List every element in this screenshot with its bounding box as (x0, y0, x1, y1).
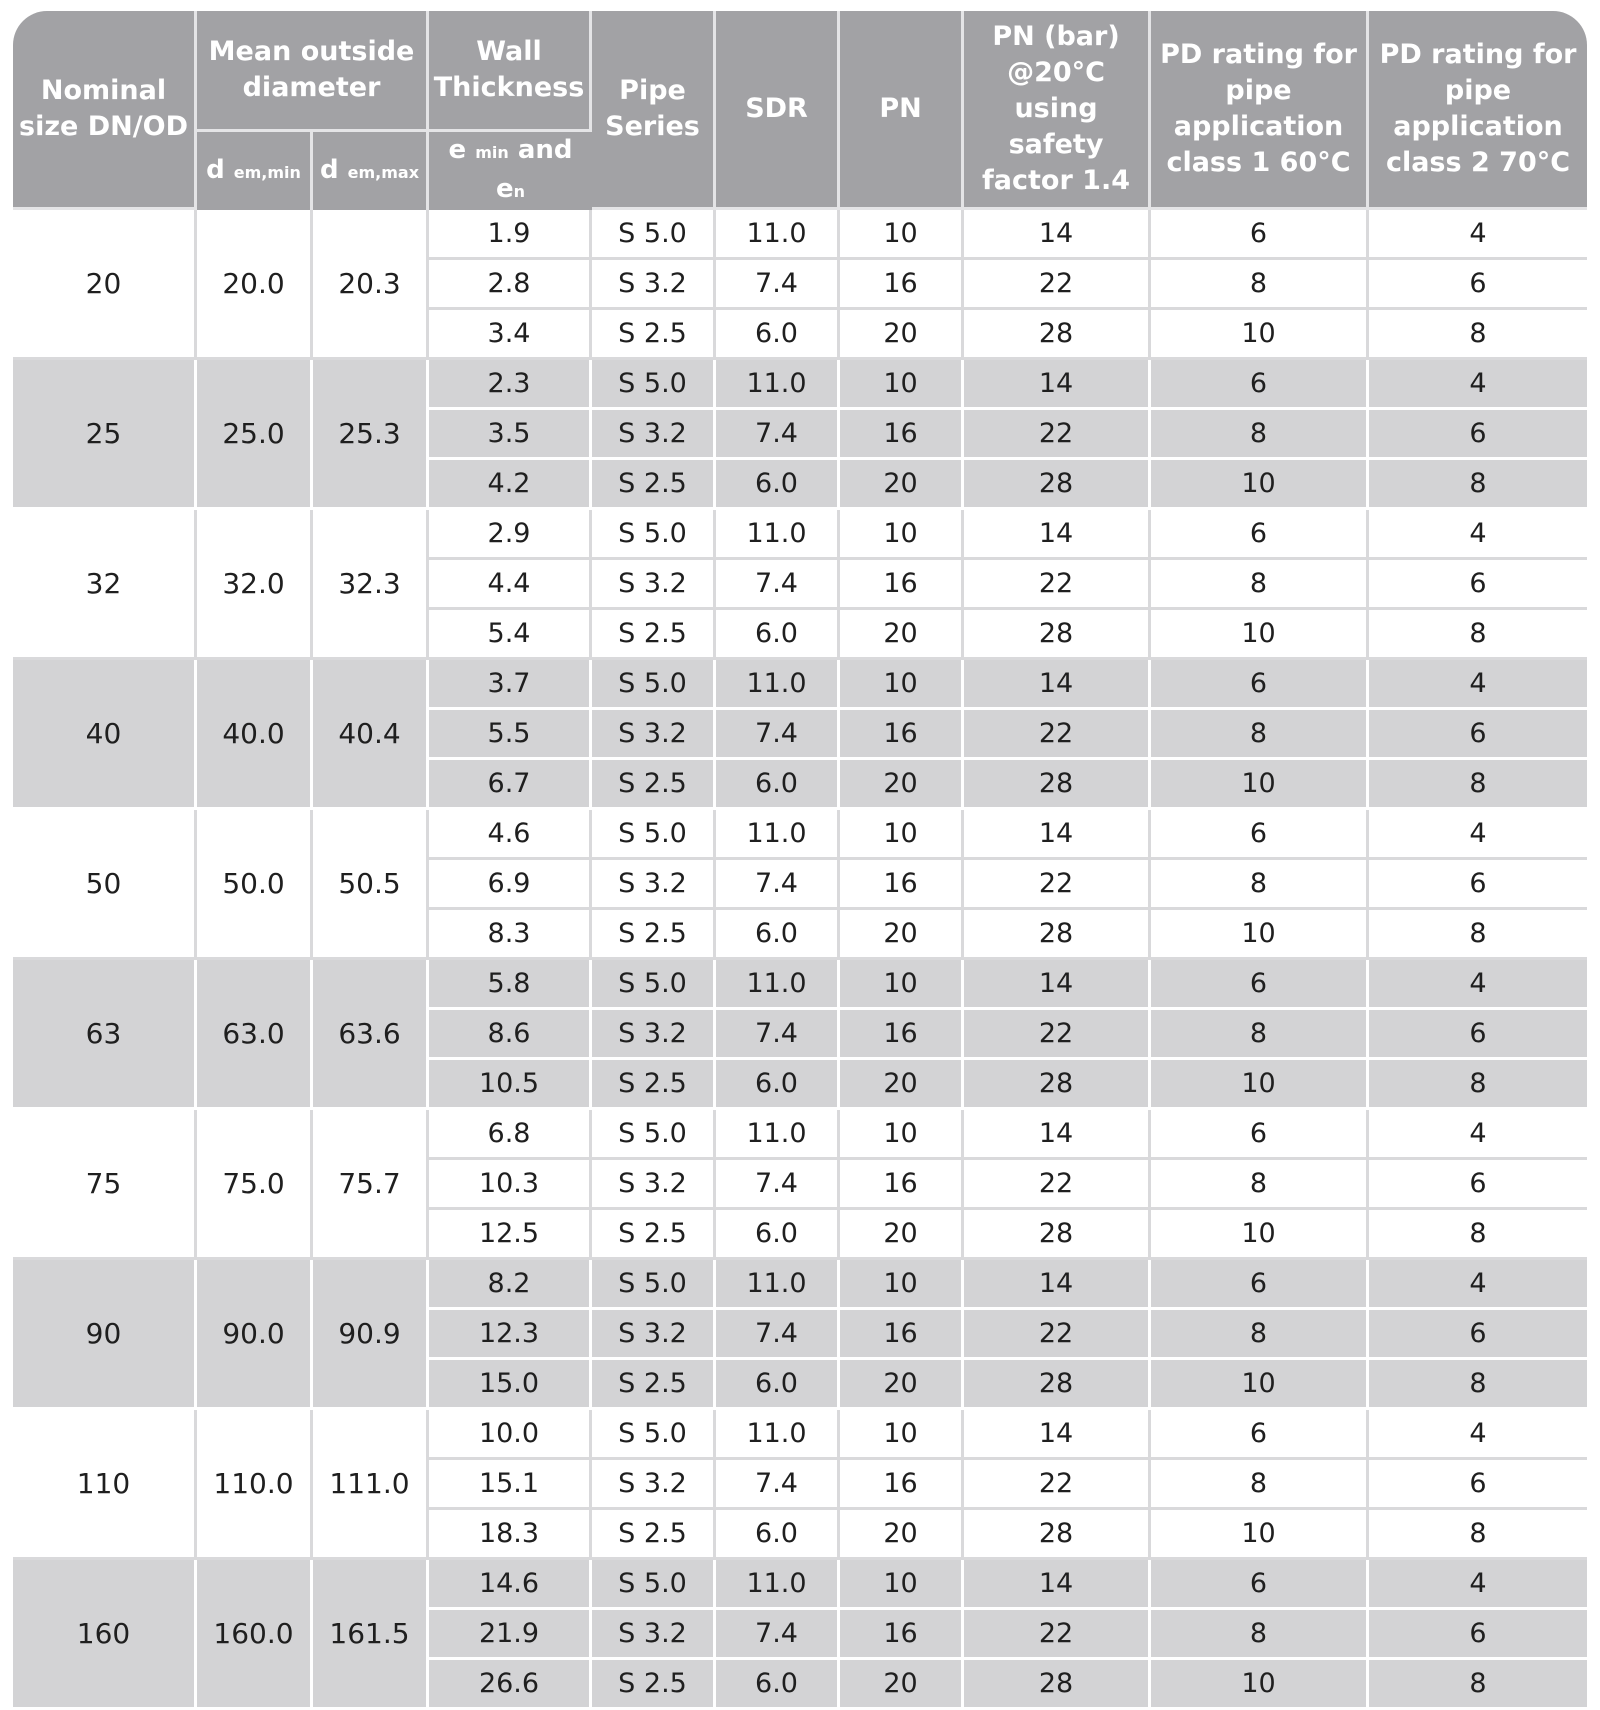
cell-wall-thickness: 15.0 (429, 1360, 592, 1410)
cell-sdr: 6.0 (716, 460, 840, 510)
cell-wall-thickness: 8.2 (429, 1260, 592, 1310)
cell-pd-class1: 10 (1151, 760, 1369, 810)
cell-pn: 20 (840, 1210, 964, 1260)
cell-pn: 20 (840, 1660, 964, 1710)
cell-pd-class1: 6 (1151, 660, 1369, 710)
cell-pd-class1: 6 (1151, 1110, 1369, 1160)
cell-wall-thickness: 4.2 (429, 460, 592, 510)
header-pn-bar: PN (bar) @20°C using safety factor 1.4 (964, 11, 1151, 210)
cell-pn-bar: 22 (964, 410, 1151, 460)
cell-pipe-series: S 5.0 (592, 510, 716, 560)
cell-nominal-size: 90 (13, 1260, 197, 1410)
cell-pn-bar: 28 (964, 910, 1151, 960)
cell-wall-thickness: 5.5 (429, 710, 592, 760)
cell-pd-class1: 8 (1151, 710, 1369, 760)
cell-pd-class1: 8 (1151, 1610, 1369, 1660)
cell-wall-thickness: 10.3 (429, 1160, 592, 1210)
cell-pd-class1: 10 (1151, 910, 1369, 960)
cell-pd-class2: 8 (1369, 1510, 1587, 1560)
cell-pn-bar: 22 (964, 710, 1151, 760)
cell-pn-bar: 28 (964, 1660, 1151, 1710)
header-wall-sub-and: and e (496, 135, 573, 204)
cell-nominal-size: 50 (13, 810, 197, 960)
cell-sdr: 6.0 (716, 910, 840, 960)
cell-d-em-max: 63.6 (313, 960, 429, 1110)
cell-pipe-series: S 2.5 (592, 1360, 716, 1410)
cell-pn-bar: 28 (964, 1510, 1151, 1560)
cell-pipe-series: S 3.2 (592, 260, 716, 310)
cell-sdr: 11.0 (716, 1260, 840, 1310)
cell-pipe-series: S 5.0 (592, 360, 716, 410)
cell-pn-bar: 28 (964, 610, 1151, 660)
cell-pn: 20 (840, 1510, 964, 1560)
table-row (13, 660, 1587, 710)
cell-pipe-series: S 3.2 (592, 860, 716, 910)
cell-pn-bar: 28 (964, 760, 1151, 810)
cell-pn: 10 (840, 660, 964, 710)
header-pn: PN (840, 11, 964, 210)
cell-pn: 16 (840, 560, 964, 610)
cell-pd-class1: 8 (1151, 1160, 1369, 1210)
cell-pd-class2: 6 (1369, 1010, 1587, 1060)
cell-pn-bar: 14 (964, 360, 1151, 410)
cell-pn: 16 (840, 1310, 964, 1360)
cell-pd-class1: 10 (1151, 310, 1369, 360)
cell-pd-class1: 6 (1151, 1560, 1369, 1610)
cell-pipe-series: S 5.0 (592, 1110, 716, 1160)
cell-nominal-size: 63 (13, 960, 197, 1110)
cell-pn-bar: 22 (964, 1610, 1151, 1660)
cell-pipe-series: S 2.5 (592, 910, 716, 960)
table-header (13, 11, 1587, 210)
cell-pd-class2: 4 (1369, 1260, 1587, 1310)
cell-d-em-min: 40.0 (197, 660, 313, 810)
cell-d-em-max: 40.4 (313, 660, 429, 810)
cell-pd-class2: 8 (1369, 760, 1587, 810)
cell-pd-class2: 6 (1369, 1160, 1587, 1210)
cell-pn: 10 (840, 360, 964, 410)
cell-pipe-series: S 3.2 (592, 1460, 716, 1510)
header-d-em-max-subscript: em,max (347, 162, 420, 182)
cell-d-em-max: 32.3 (313, 510, 429, 660)
cell-wall-thickness: 8.6 (429, 1010, 592, 1060)
cell-pn: 20 (840, 760, 964, 810)
cell-wall-thickness: 5.8 (429, 960, 592, 1010)
cell-pd-class1: 6 (1151, 1410, 1369, 1460)
pipe-spec-table (13, 11, 1587, 1710)
header-nominal-size: Nominal size DN/OD (13, 11, 197, 210)
cell-wall-thickness: 1.9 (429, 210, 592, 260)
cell-sdr: 11.0 (716, 960, 840, 1010)
cell-sdr: 11.0 (716, 1110, 840, 1160)
cell-pn: 10 (840, 210, 964, 260)
cell-wall-thickness: 2.3 (429, 360, 592, 410)
header-wall-sub-n: n (513, 182, 526, 201)
cell-pd-class1: 6 (1151, 960, 1369, 1010)
cell-pn: 20 (840, 610, 964, 660)
cell-pd-class1: 6 (1151, 1260, 1369, 1310)
cell-sdr: 7.4 (716, 1310, 840, 1360)
pipe-spec-table-container (13, 11, 1587, 1710)
cell-pipe-series: S 2.5 (592, 610, 716, 660)
header-mean-outside-diameter: Mean outside diameter (197, 11, 429, 132)
cell-wall-thickness: 8.3 (429, 910, 592, 960)
cell-sdr: 7.4 (716, 260, 840, 310)
cell-pn-bar: 22 (964, 1460, 1151, 1510)
cell-pn-bar: 14 (964, 1560, 1151, 1610)
cell-d-em-max: 75.7 (313, 1110, 429, 1260)
cell-pipe-series: S 5.0 (592, 960, 716, 1010)
table-row (13, 360, 1587, 410)
cell-wall-thickness: 21.9 (429, 1610, 592, 1660)
cell-nominal-size: 20 (13, 210, 197, 360)
table-row (13, 1560, 1587, 1610)
cell-pn: 10 (840, 1260, 964, 1310)
cell-d-em-min: 25.0 (197, 360, 313, 510)
header-wall-thickness: Wall Thickness (429, 11, 592, 132)
cell-pd-class1: 6 (1151, 810, 1369, 860)
cell-pd-class2: 6 (1369, 1310, 1587, 1360)
cell-d-em-max: 20.3 (313, 210, 429, 360)
cell-pd-class1: 8 (1151, 410, 1369, 460)
cell-pn-bar: 14 (964, 210, 1151, 260)
cell-wall-thickness: 3.5 (429, 410, 592, 460)
cell-wall-thickness: 5.4 (429, 610, 592, 660)
cell-pd-class1: 10 (1151, 1060, 1369, 1110)
cell-pn-bar: 28 (964, 1360, 1151, 1410)
cell-pd-class2: 4 (1369, 510, 1587, 560)
cell-sdr: 6.0 (716, 610, 840, 660)
cell-pd-class1: 10 (1151, 460, 1369, 510)
cell-pipe-series: S 3.2 (592, 1310, 716, 1360)
cell-pipe-series: S 2.5 (592, 760, 716, 810)
cell-d-em-max: 90.9 (313, 1260, 429, 1410)
header-sdr: SDR (716, 11, 840, 210)
cell-pd-class2: 8 (1369, 1660, 1587, 1710)
cell-wall-thickness: 4.6 (429, 810, 592, 860)
cell-sdr: 7.4 (716, 1460, 840, 1510)
cell-d-em-min: 20.0 (197, 210, 313, 360)
cell-pn-bar: 22 (964, 1160, 1151, 1210)
cell-nominal-size: 40 (13, 660, 197, 810)
header-d-em-min-base: d (206, 154, 225, 185)
cell-pn: 20 (840, 460, 964, 510)
cell-sdr: 7.4 (716, 410, 840, 460)
cell-d-em-max: 25.3 (313, 360, 429, 510)
cell-pd-class2: 8 (1369, 910, 1587, 960)
cell-pipe-series: S 2.5 (592, 1210, 716, 1260)
cell-pn-bar: 28 (964, 1060, 1151, 1110)
header-wall-sub-min: min (475, 143, 509, 162)
cell-wall-thickness: 2.8 (429, 260, 592, 310)
cell-pd-class2: 4 (1369, 960, 1587, 1010)
cell-pd-class1: 10 (1151, 610, 1369, 660)
cell-pd-class1: 8 (1151, 1010, 1369, 1060)
cell-pd-class1: 10 (1151, 1660, 1369, 1710)
cell-pn: 10 (840, 810, 964, 860)
cell-sdr: 11.0 (716, 510, 840, 560)
cell-wall-thickness: 6.8 (429, 1110, 592, 1160)
cell-pipe-series: S 3.2 (592, 1160, 716, 1210)
table-row (13, 510, 1587, 560)
cell-pn: 10 (840, 1110, 964, 1160)
cell-d-em-min: 32.0 (197, 510, 313, 660)
cell-pd-class1: 10 (1151, 1360, 1369, 1410)
cell-sdr: 7.4 (716, 1610, 840, 1660)
cell-pipe-series: S 5.0 (592, 660, 716, 710)
cell-wall-thickness: 18.3 (429, 1510, 592, 1560)
cell-pn: 20 (840, 910, 964, 960)
cell-pd-class2: 8 (1369, 310, 1587, 360)
cell-wall-thickness: 26.6 (429, 1660, 592, 1710)
table-row-group (13, 1110, 1587, 1260)
cell-pn-bar: 22 (964, 1310, 1151, 1360)
header-pd-class1: PD rating for pipe application class 1 60°C (1151, 11, 1369, 210)
cell-wall-thickness: 6.7 (429, 760, 592, 810)
cell-sdr: 11.0 (716, 210, 840, 260)
table-row (13, 210, 1587, 260)
cell-pipe-series: S 2.5 (592, 1510, 716, 1560)
cell-pd-class2: 8 (1369, 460, 1587, 510)
table-row-group (13, 960, 1587, 1110)
cell-pd-class2: 4 (1369, 210, 1587, 260)
header-d-em-min-subscript: em,min (233, 162, 301, 182)
table-row-group (13, 660, 1587, 810)
cell-sdr: 7.4 (716, 710, 840, 760)
cell-pd-class1: 8 (1151, 560, 1369, 610)
cell-pd-class2: 4 (1369, 360, 1587, 410)
cell-pd-class2: 4 (1369, 660, 1587, 710)
cell-pd-class2: 6 (1369, 710, 1587, 760)
cell-pd-class2: 6 (1369, 1610, 1587, 1660)
cell-sdr: 11.0 (716, 810, 840, 860)
cell-d-em-max: 161.5 (313, 1560, 429, 1710)
cell-pd-class1: 8 (1151, 860, 1369, 910)
cell-sdr: 6.0 (716, 310, 840, 360)
cell-wall-thickness: 10.0 (429, 1410, 592, 1460)
cell-nominal-size: 32 (13, 510, 197, 660)
cell-nominal-size: 25 (13, 360, 197, 510)
cell-pd-class2: 4 (1369, 1110, 1587, 1160)
cell-pd-class2: 8 (1369, 1360, 1587, 1410)
cell-pipe-series: S 5.0 (592, 810, 716, 860)
cell-d-em-min: 75.0 (197, 1110, 313, 1260)
cell-pd-class1: 10 (1151, 1510, 1369, 1560)
cell-nominal-size: 75 (13, 1110, 197, 1260)
header-d-em-min (197, 132, 313, 210)
cell-sdr: 7.4 (716, 1010, 840, 1060)
cell-pn: 16 (840, 260, 964, 310)
table-row-group (13, 510, 1587, 660)
cell-pn-bar: 22 (964, 1010, 1151, 1060)
cell-pd-class1: 10 (1151, 1210, 1369, 1260)
cell-pn-bar: 14 (964, 1260, 1151, 1310)
cell-pipe-series: S 5.0 (592, 1410, 716, 1460)
cell-sdr: 6.0 (716, 1060, 840, 1110)
cell-pd-class2: 4 (1369, 1410, 1587, 1460)
cell-sdr: 6.0 (716, 760, 840, 810)
cell-pn-bar: 28 (964, 460, 1151, 510)
header-wall-subscript (429, 132, 592, 210)
cell-d-em-min: 110.0 (197, 1410, 313, 1560)
header-pd-class2: PD rating for pipe application class 2 70°C (1369, 11, 1587, 210)
cell-pipe-series: S 5.0 (592, 1560, 716, 1610)
cell-pn-bar: 14 (964, 810, 1151, 860)
cell-pipe-series: S 2.5 (592, 1660, 716, 1710)
cell-pn: 20 (840, 1360, 964, 1410)
cell-nominal-size: 160 (13, 1560, 197, 1710)
cell-wall-thickness: 14.6 (429, 1560, 592, 1610)
cell-wall-thickness: 2.9 (429, 510, 592, 560)
cell-pd-class2: 6 (1369, 1460, 1587, 1510)
cell-pipe-series: S 5.0 (592, 210, 716, 260)
cell-wall-thickness: 12.3 (429, 1310, 592, 1360)
cell-pd-class1: 8 (1151, 1310, 1369, 1360)
table-row (13, 960, 1587, 1010)
cell-pipe-series: S 5.0 (592, 1260, 716, 1310)
table-row-group (13, 360, 1587, 510)
cell-sdr: 7.4 (716, 860, 840, 910)
cell-pd-class1: 8 (1151, 260, 1369, 310)
table-row-group (13, 810, 1587, 960)
cell-d-em-max: 111.0 (313, 1410, 429, 1560)
cell-pd-class2: 6 (1369, 860, 1587, 910)
cell-wall-thickness: 6.9 (429, 860, 592, 910)
cell-pd-class2: 6 (1369, 260, 1587, 310)
cell-pn: 16 (840, 1460, 964, 1510)
cell-wall-thickness: 12.5 (429, 1210, 592, 1260)
table-row (13, 1260, 1587, 1310)
cell-pd-class2: 4 (1369, 1560, 1587, 1610)
cell-sdr: 6.0 (716, 1510, 840, 1560)
cell-pipe-series: S 2.5 (592, 460, 716, 510)
cell-sdr: 11.0 (716, 660, 840, 710)
cell-pipe-series: S 3.2 (592, 1610, 716, 1660)
cell-nominal-size: 110 (13, 1410, 197, 1560)
cell-pn-bar: 22 (964, 860, 1151, 910)
header-pipe-series: Pipe Series (592, 11, 716, 210)
table-row-group (13, 1560, 1587, 1710)
cell-d-em-max: 50.5 (313, 810, 429, 960)
cell-sdr: 6.0 (716, 1660, 840, 1710)
cell-sdr: 11.0 (716, 360, 840, 410)
cell-pn: 20 (840, 310, 964, 360)
cell-pd-class1: 6 (1151, 210, 1369, 260)
cell-pn-bar: 22 (964, 260, 1151, 310)
cell-sdr: 11.0 (716, 1560, 840, 1610)
cell-pn-bar: 22 (964, 560, 1151, 610)
cell-pd-class2: 4 (1369, 810, 1587, 860)
cell-wall-thickness: 3.7 (429, 660, 592, 710)
cell-pipe-series: S 2.5 (592, 1060, 716, 1110)
table-row (13, 810, 1587, 860)
cell-pn-bar: 14 (964, 660, 1151, 710)
cell-pn-bar: 14 (964, 1110, 1151, 1160)
cell-d-em-min: 50.0 (197, 810, 313, 960)
cell-pn: 16 (840, 1610, 964, 1660)
cell-pd-class1: 6 (1151, 360, 1369, 410)
cell-d-em-min: 63.0 (197, 960, 313, 1110)
cell-pn-bar: 28 (964, 1210, 1151, 1260)
cell-sdr: 7.4 (716, 560, 840, 610)
cell-pd-class2: 6 (1369, 560, 1587, 610)
cell-pd-class2: 6 (1369, 410, 1587, 460)
cell-pd-class2: 8 (1369, 610, 1587, 660)
table-row-group (13, 1260, 1587, 1410)
cell-pd-class1: 6 (1151, 510, 1369, 560)
cell-pipe-series: S 3.2 (592, 710, 716, 760)
cell-pn-bar: 14 (964, 1410, 1151, 1460)
cell-sdr: 11.0 (716, 1410, 840, 1460)
table-row-group (13, 210, 1587, 360)
cell-pipe-series: S 3.2 (592, 560, 716, 610)
cell-sdr: 6.0 (716, 1210, 840, 1260)
cell-pn: 10 (840, 1560, 964, 1610)
cell-pd-class2: 8 (1369, 1060, 1587, 1110)
table-row-group (13, 1410, 1587, 1560)
cell-pd-class1: 8 (1151, 1460, 1369, 1510)
cell-pipe-series: S 3.2 (592, 1010, 716, 1060)
cell-pn-bar: 14 (964, 510, 1151, 560)
cell-pn: 16 (840, 1160, 964, 1210)
cell-pd-class2: 8 (1369, 1210, 1587, 1260)
table-row (13, 1110, 1587, 1160)
header-d-em-max (313, 132, 429, 210)
header-wall-sub-e: e (448, 135, 467, 165)
cell-pn: 16 (840, 710, 964, 760)
cell-wall-thickness: 15.1 (429, 1460, 592, 1510)
cell-d-em-min: 90.0 (197, 1260, 313, 1410)
table-row (13, 1410, 1587, 1460)
cell-pn: 16 (840, 860, 964, 910)
cell-sdr: 6.0 (716, 1360, 840, 1410)
header-d-em-max-base: d (319, 154, 339, 185)
cell-pn: 10 (840, 1410, 964, 1460)
cell-wall-thickness: 4.4 (429, 560, 592, 610)
cell-pipe-series: S 2.5 (592, 310, 716, 360)
cell-pn: 10 (840, 960, 964, 1010)
cell-pn: 16 (840, 410, 964, 460)
cell-pn-bar: 14 (964, 960, 1151, 1010)
cell-wall-thickness: 10.5 (429, 1060, 592, 1110)
cell-pn: 10 (840, 510, 964, 560)
cell-pn: 16 (840, 1010, 964, 1060)
cell-pipe-series: S 3.2 (592, 410, 716, 460)
cell-pn-bar: 28 (964, 310, 1151, 360)
cell-sdr: 7.4 (716, 1160, 840, 1210)
cell-pn: 20 (840, 1060, 964, 1110)
cell-wall-thickness: 3.4 (429, 310, 592, 360)
cell-d-em-min: 160.0 (197, 1560, 313, 1710)
